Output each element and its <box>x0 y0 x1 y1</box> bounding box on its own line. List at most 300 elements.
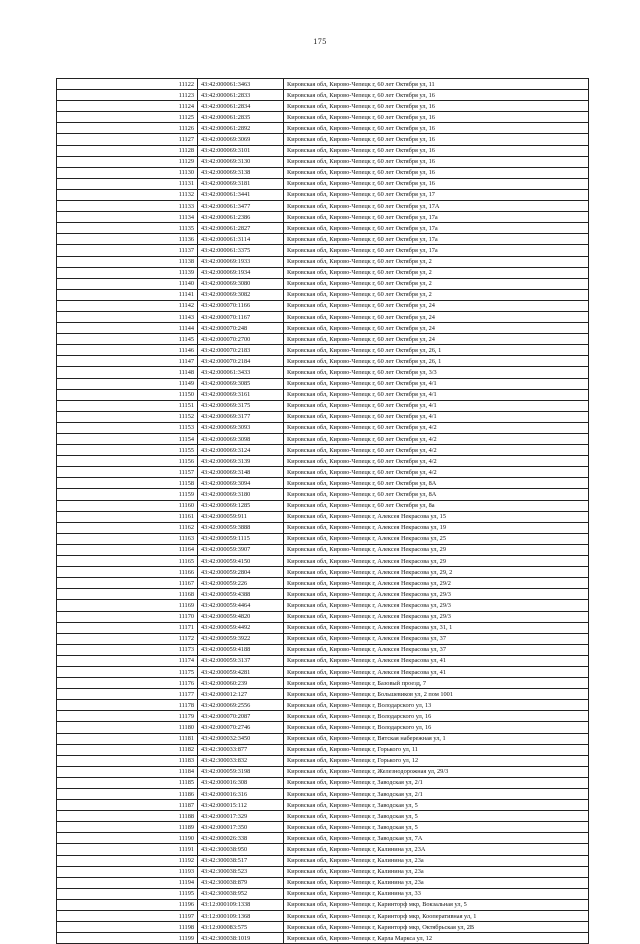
cadastral-number: 43:42:300038:879 <box>198 877 284 888</box>
cadastral-number: 43:42:000016:316 <box>198 789 284 800</box>
row-number: 11180 <box>57 722 198 733</box>
table-row <box>57 777 589 788</box>
address: Кировская обл, Кирово-Чепецк г, 60 лет Октября ул, 16 <box>284 156 589 167</box>
address: Кировская обл, Кирово-Чепецк г, Алексея Некрасова ул, 15 <box>284 511 589 522</box>
table-row <box>57 544 589 555</box>
cadastral-number: 43:42:000059:4388 <box>198 589 284 600</box>
row-number: 11174 <box>57 655 198 666</box>
cadastral-number: 43:42:300038:517 <box>198 855 284 866</box>
cadastral-number: 43:42:000069:3082 <box>198 289 284 300</box>
address: Кировская обл, Кирово-Чепецк г, 60 лет Октября ул, 2 <box>284 267 589 278</box>
row-number: 11156 <box>57 456 198 467</box>
table-row <box>57 611 589 622</box>
address: Кировская обл, Кирово-Чепецк г, 60 лет Октября ул, 16 <box>284 178 589 189</box>
cadastral-number: 43:42:000070:2184 <box>198 356 284 367</box>
cadastral-number: 43:12:000083:575 <box>198 922 284 933</box>
cadastral-number: 43:42:300038:950 <box>198 844 284 855</box>
row-number: 11136 <box>57 234 198 245</box>
address: Кировская обл, Кирово-Чепецк г, Карла Маркса ул, 12 <box>284 933 589 944</box>
table-row <box>57 334 589 345</box>
table-row <box>57 112 589 123</box>
cadastral-number: 43:42:000069:3101 <box>198 145 284 156</box>
address: Кировская обл, Кирово-Чепецк г, Алексея Некрасова ул, 41 <box>284 666 589 677</box>
row-number: 11147 <box>57 356 198 367</box>
cadastral-number: 43:42:000059:4820 <box>198 611 284 622</box>
row-number: 11150 <box>57 389 198 400</box>
address: Кировская обл, Кирово-Чепецк г, 60 лет Октября ул, 4/1 <box>284 389 589 400</box>
row-number: 11155 <box>57 445 198 456</box>
table-row <box>57 678 589 689</box>
row-number: 11175 <box>57 666 198 677</box>
address: Кировская обл, Кирово-Чепецк г, 60 лет Октября ул, 16 <box>284 90 589 101</box>
address: Кировская обл, Кирово-Чепецк г, 60 лет Октября ул, 8А <box>284 478 589 489</box>
row-number: 11161 <box>57 511 198 522</box>
table-row <box>57 500 589 511</box>
row-number: 11127 <box>57 134 198 145</box>
row-number: 11146 <box>57 345 198 356</box>
cadastral-number: 43:42:000017:350 <box>198 822 284 833</box>
address: Кировская обл, Кирово-Чепецк г, 60 лет Октября ул, 2 <box>284 256 589 267</box>
address: Кировская обл, Кирово-Чепецк г, Алексея Некрасова ул, 29, 2 <box>284 567 589 578</box>
table-row <box>57 245 589 256</box>
address: Кировская обл, Кирово-Чепецк г, Калинина ул, 23а <box>284 877 589 888</box>
address: Кировская обл, Кирово-Чепецк г, 60 лет Октября ул, 11 <box>284 79 589 90</box>
table-row <box>57 201 589 212</box>
cadastral-number: 43:42:000069:3161 <box>198 389 284 400</box>
address: Кировская обл, Кирово-Чепецк г, Большевиков ул, 2 пом 1001 <box>284 689 589 700</box>
row-number: 11143 <box>57 311 198 322</box>
cadastral-number: 43:42:000069:3124 <box>198 445 284 456</box>
cadastral-number: 43:42:300033:832 <box>198 755 284 766</box>
address: Кировская обл, Кирово-Чепецк г, 60 лет Октября ул, 16 <box>284 112 589 123</box>
table-row <box>57 800 589 811</box>
table-row <box>57 633 589 644</box>
table-row <box>57 556 589 567</box>
table-row <box>57 589 589 600</box>
cadastral-number: 43:42:000069:2556 <box>198 700 284 711</box>
address: Кировская обл, Кирово-Чепецк г, Горького ул, 11 <box>284 744 589 755</box>
row-number: 11170 <box>57 611 198 622</box>
cadastral-number: 43:42:000061:2834 <box>198 101 284 112</box>
table-row <box>57 933 589 944</box>
row-number: 11183 <box>57 755 198 766</box>
address: Кировская обл, Кирово-Чепецк г, Алексея Некрасова ул, 29/3 <box>284 589 589 600</box>
table-row <box>57 822 589 833</box>
address: Кировская обл, Кирово-Чепецк г, Алексея Некрасова ул, 19 <box>284 522 589 533</box>
address: Кировская обл, Кирово-Чепецк г, Заводская ул, 5 <box>284 800 589 811</box>
cadastral-number: 43:42:300033:877 <box>198 744 284 755</box>
table-row <box>57 766 589 777</box>
table-row <box>57 833 589 844</box>
row-number: 11187 <box>57 800 198 811</box>
address: Кировская обл, Кирово-Чепецк г, Горького ул, 12 <box>284 755 589 766</box>
cadastral-number: 43:42:000061:2827 <box>198 223 284 234</box>
address: Кировская обл, Кирово-Чепецк г, 60 лет Октября ул, 16 <box>284 134 589 145</box>
row-number: 11145 <box>57 334 198 345</box>
cadastral-number: 43:42:000059:4464 <box>198 600 284 611</box>
row-number: 11133 <box>57 201 198 212</box>
address: Кировская обл, Кирово-Чепецк г, 60 лет Октября ул, 17 <box>284 189 589 200</box>
table-row <box>57 600 589 611</box>
cadastral-number: 43:42:000059:4281 <box>198 666 284 677</box>
row-number: 11159 <box>57 489 198 500</box>
cadastral-number: 43:42:000061:2835 <box>198 112 284 123</box>
cadastral-number: 43:42:000061:2833 <box>198 90 284 101</box>
cadastral-number: 43:42:000059:3888 <box>198 522 284 533</box>
address: Кировская обл, Кирово-Чепецк г, Алексея Некрасова ул, 29/3 <box>284 600 589 611</box>
table-row <box>57 489 589 500</box>
cadastral-number: 43:42:000015:112 <box>198 800 284 811</box>
cadastral-number: 43:42:000032:3450 <box>198 733 284 744</box>
address: Кировская обл, Кирово-Чепецк г, Заводская ул, 7А <box>284 833 589 844</box>
table-row <box>57 522 589 533</box>
address: Кировская обл, Кирово-Чепецк г, 60 лет Октября ул, 24 <box>284 300 589 311</box>
cadastral-number: 43:42:000017:329 <box>198 811 284 822</box>
row-number: 11165 <box>57 556 198 567</box>
row-number: 11153 <box>57 422 198 433</box>
address: Кировская обл, Кирово-Чепецк г, Володарского ул, 13 <box>284 700 589 711</box>
table-row <box>57 755 589 766</box>
cadastral-number: 43:42:000061:2386 <box>198 212 284 223</box>
table-row <box>57 445 589 456</box>
table-row <box>57 356 589 367</box>
table-row <box>57 311 589 322</box>
row-number: 11122 <box>57 79 198 90</box>
row-number: 11172 <box>57 633 198 644</box>
cadastral-number: 43:42:000059:4188 <box>198 644 284 655</box>
cadastral-number: 43:42:000069:3098 <box>198 434 284 445</box>
row-number: 11184 <box>57 766 198 777</box>
cadastral-number: 43:42:000069:3180 <box>198 489 284 500</box>
row-number: 11190 <box>57 833 198 844</box>
cadastral-number: 43:42:000069:3093 <box>198 422 284 433</box>
table-row <box>57 844 589 855</box>
cadastral-number: 43:42:000061:3477 <box>198 201 284 212</box>
cadastral-number: 43:42:000070:1166 <box>198 300 284 311</box>
table-row <box>57 922 589 933</box>
row-number: 11129 <box>57 156 198 167</box>
table-row <box>57 289 589 300</box>
table-row <box>57 278 589 289</box>
address: Кировская обл, Кирово-Чепецк г, 60 лет Октября ул, 16 <box>284 167 589 178</box>
table-row <box>57 178 589 189</box>
table-row <box>57 644 589 655</box>
table-row <box>57 722 589 733</box>
row-number: 11149 <box>57 378 198 389</box>
cadastral-number: 43:42:000059:4150 <box>198 556 284 567</box>
row-number: 11182 <box>57 744 198 755</box>
cadastral-number: 43:42:000061:3441 <box>198 189 284 200</box>
row-number: 11135 <box>57 223 198 234</box>
row-number: 11176 <box>57 678 198 689</box>
table-row <box>57 212 589 223</box>
table-row <box>57 378 589 389</box>
table-row <box>57 156 589 167</box>
row-number: 11154 <box>57 434 198 445</box>
cadastral-number: 43:42:000069:1934 <box>198 267 284 278</box>
table-row <box>57 622 589 633</box>
table-row <box>57 888 589 899</box>
address: Кировская обл, Кирово-Чепецк г, Калинина ул, 23А <box>284 844 589 855</box>
address: Кировская обл, Кирово-Чепецк г, Заводская ул, 2/1 <box>284 777 589 788</box>
row-number: 11158 <box>57 478 198 489</box>
row-number: 11191 <box>57 844 198 855</box>
row-number: 11148 <box>57 367 198 378</box>
address: Кировская обл, Кирово-Чепецк г, 60 лет Октября ул, 4/2 <box>284 467 589 478</box>
registry-table <box>56 78 589 944</box>
cadastral-number: 43:42:000070:2183 <box>198 345 284 356</box>
address: Кировская обл, Кирово-Чепецк г, 60 лет Октября ул, 2 <box>284 289 589 300</box>
address: Кировская обл, Кирово-Чепецк г, 60 лет Октября ул, 4/2 <box>284 456 589 467</box>
row-number: 11164 <box>57 544 198 555</box>
address: Кировская обл, Кирово-Чепецк г, Каринторф мкр, Октябрьская ул, 2В <box>284 922 589 933</box>
cadastral-number: 43:42:000061:3433 <box>198 367 284 378</box>
row-number: 11139 <box>57 267 198 278</box>
cadastral-number: 43:42:000059:3922 <box>198 633 284 644</box>
address: Кировская обл, Кирово-Чепецк г, 60 лет Октября ул, 4/2 <box>284 434 589 445</box>
address: Кировская обл, Кирово-Чепецк г, 60 лет Октября ул, 17а <box>284 234 589 245</box>
cadastral-number: 43:12:000109:1368 <box>198 911 284 922</box>
address: Кировская обл, Кирово-Чепецк г, Алексея Некрасова ул, 41 <box>284 655 589 666</box>
row-number: 11192 <box>57 855 198 866</box>
address: Кировская обл, Кирово-Чепецк г, 60 лет Октября ул, 26, 1 <box>284 345 589 356</box>
row-number: 11123 <box>57 90 198 101</box>
row-number: 11186 <box>57 789 198 800</box>
row-number: 11198 <box>57 922 198 933</box>
table-row <box>57 101 589 112</box>
table-row <box>57 411 589 422</box>
address: Кировская обл, Кирово-Чепецк г, Заводская ул, 5 <box>284 822 589 833</box>
table-row <box>57 689 589 700</box>
row-number: 11134 <box>57 212 198 223</box>
address: Кировская обл, Кирово-Чепецк г, 60 лет Октября ул, 16 <box>284 145 589 156</box>
table-row <box>57 733 589 744</box>
cadastral-number: 43:42:000069:3094 <box>198 478 284 489</box>
table-row <box>57 700 589 711</box>
table-row <box>57 744 589 755</box>
table-row <box>57 79 589 90</box>
row-number: 11166 <box>57 567 198 578</box>
row-number: 11171 <box>57 622 198 633</box>
cadastral-number: 43:42:000026:338 <box>198 833 284 844</box>
address: Кировская обл, Кирово-Чепецк г, 60 лет Октября ул, 4/1 <box>284 400 589 411</box>
cadastral-number: 43:42:000069:3069 <box>198 134 284 145</box>
row-number: 11163 <box>57 533 198 544</box>
table-row <box>57 323 589 334</box>
table-row <box>57 866 589 877</box>
address: Кировская обл, Кирово-Чепецк г, 60 лет Октября ул, 3/3 <box>284 367 589 378</box>
table-row <box>57 367 589 378</box>
row-number: 11131 <box>57 178 198 189</box>
row-number: 11195 <box>57 888 198 899</box>
cadastral-number: 43:42:000061:3375 <box>198 245 284 256</box>
address: Кировская обл, Кирово-Чепецк г, 60 лет Октября ул, 24 <box>284 311 589 322</box>
table-row <box>57 655 589 666</box>
table-row <box>57 789 589 800</box>
row-number: 11181 <box>57 733 198 744</box>
table-row <box>57 189 589 200</box>
address: Кировская обл, Кирово-Чепецк г, Алексея Некрасова ул, 37 <box>284 633 589 644</box>
cadastral-number: 43:42:000059:911 <box>198 511 284 522</box>
table-row <box>57 511 589 522</box>
address: Кировская обл, Кирово-Чепецк г, Базовый проезд, 7 <box>284 678 589 689</box>
address: Кировская обл, Кирово-Чепецк г, Алексея Некрасова ул, 31, 1 <box>284 622 589 633</box>
cadastral-number: 43:42:000070:248 <box>198 323 284 334</box>
row-number: 11179 <box>57 711 198 722</box>
cadastral-number: 43:42:000069:3080 <box>198 278 284 289</box>
cadastral-number: 43:42:000070:2087 <box>198 711 284 722</box>
table-row <box>57 666 589 677</box>
table-row <box>57 911 589 922</box>
address: Кировская обл, Кирово-Чепецк г, Володарского ул, 16 <box>284 711 589 722</box>
cadastral-number: 43:42:000016:308 <box>198 777 284 788</box>
address: Кировская обл, Кирово-Чепецк г, Алексея Некрасова ул, 29/2 <box>284 578 589 589</box>
cadastral-number: 43:42:000069:3175 <box>198 400 284 411</box>
table-row <box>57 389 589 400</box>
address: Кировская обл, Кирово-Чепецк г, 60 лет Октября ул, 2 <box>284 278 589 289</box>
cadastral-number: 43:42:000069:1285 <box>198 500 284 511</box>
cadastral-number: 43:42:000069:3085 <box>198 378 284 389</box>
address: Кировская обл, Кирово-Чепецк г, Заводская ул, 5 <box>284 811 589 822</box>
row-number: 11138 <box>57 256 198 267</box>
table-row <box>57 90 589 101</box>
address: Кировская обл, Кирово-Чепецк г, 60 лет Октября ул, 17а <box>284 245 589 256</box>
row-number: 11193 <box>57 866 198 877</box>
address: Кировская обл, Кирово-Чепецк г, 60 лет Октября ул, 17а <box>284 212 589 223</box>
cadastral-number: 43:42:000059:226 <box>198 578 284 589</box>
row-number: 11197 <box>57 911 198 922</box>
address: Кировская обл, Кирово-Чепецк г, Каринторф мкр, Кооперативная ул, 1 <box>284 911 589 922</box>
table-row <box>57 134 589 145</box>
cadastral-number: 43:42:000059:1115 <box>198 533 284 544</box>
table-row <box>57 234 589 245</box>
page-number: 175 <box>313 37 327 46</box>
row-number: 11188 <box>57 811 198 822</box>
row-number: 11140 <box>57 278 198 289</box>
address: Кировская обл, Кирово-Чепецк г, 60 лет Октября ул, 16 <box>284 101 589 112</box>
row-number: 11185 <box>57 777 198 788</box>
cadastral-number: 43:42:000059:3907 <box>198 544 284 555</box>
address: Кировская обл, Кирово-Чепецк г, 60 лет Октября ул, 24 <box>284 323 589 334</box>
table-row <box>57 567 589 578</box>
address: Кировская обл, Кирово-Чепецк г, Калинина ул, 23а <box>284 866 589 877</box>
row-number: 11151 <box>57 400 198 411</box>
address: Кировская обл, Кирово-Чепецк г, Заводская ул, 2/1 <box>284 789 589 800</box>
address: Кировская обл, Кирово-Чепецк г, 60 лет Октября ул, 4/1 <box>284 378 589 389</box>
address: Кировская обл, Кирово-Чепецк г, Алексея Некрасова ул, 29 <box>284 556 589 567</box>
table-row <box>57 267 589 278</box>
address: Кировская обл, Кирово-Чепецк г, 60 лет Октября ул, 4/2 <box>284 445 589 456</box>
table-row <box>57 456 589 467</box>
address: Кировская обл, Кирово-Чепецк г, Вятская набережная ул, 1 <box>284 733 589 744</box>
row-number: 11144 <box>57 323 198 334</box>
row-number: 11167 <box>57 578 198 589</box>
row-number: 11173 <box>57 644 198 655</box>
cadastral-number: 43:42:300038:952 <box>198 888 284 899</box>
cadastral-number: 43:42:000069:1933 <box>198 256 284 267</box>
table-row <box>57 123 589 134</box>
table-row <box>57 145 589 156</box>
address: Кировская обл, Кирово-Чепецк г, 60 лет Октября ул, 16 <box>284 123 589 134</box>
row-number: 11168 <box>57 589 198 600</box>
cadastral-number: 43:42:000060:239 <box>198 678 284 689</box>
address: Кировская обл, Кирово-Чепецк г, Калинина ул, 23а <box>284 855 589 866</box>
row-number: 11130 <box>57 167 198 178</box>
address: Кировская обл, Кирово-Чепецк г, Алексея Некрасова ул, 29 <box>284 544 589 555</box>
row-number: 11137 <box>57 245 198 256</box>
cadastral-number: 43:42:000069:3177 <box>198 411 284 422</box>
table-row <box>57 711 589 722</box>
cadastral-number: 43:42:300038:1019 <box>198 933 284 944</box>
table-row <box>57 533 589 544</box>
cadastral-number: 43:42:000061:3463 <box>198 79 284 90</box>
table-row <box>57 877 589 888</box>
row-number: 11124 <box>57 101 198 112</box>
row-number: 11162 <box>57 522 198 533</box>
address: Кировская обл, Кирово-Чепецк г, Каринторф мкр, Вокзальная ул, 5 <box>284 899 589 910</box>
row-number: 11177 <box>57 689 198 700</box>
table-row <box>57 422 589 433</box>
table-row <box>57 256 589 267</box>
address: Кировская обл, Кирово-Чепецк г, 60 лет Октября ул, 4/1 <box>284 411 589 422</box>
address: Кировская обл, Кирово-Чепецк г, 60 лет Октября ул, 17а <box>284 223 589 234</box>
cadastral-number: 43:42:000069:3130 <box>198 156 284 167</box>
cadastral-number: 43:42:000059:3137 <box>198 655 284 666</box>
cadastral-number: 43:42:000070:2700 <box>198 334 284 345</box>
address: Кировская обл, Кирово-Чепецк г, 60 лет Октября ул, 26, 1 <box>284 356 589 367</box>
table-row <box>57 300 589 311</box>
cadastral-number: 43:42:000070:1167 <box>198 311 284 322</box>
cadastral-number: 43:42:000070:2746 <box>198 722 284 733</box>
row-number: 11128 <box>57 145 198 156</box>
table-row <box>57 578 589 589</box>
table-row <box>57 167 589 178</box>
row-number: 11152 <box>57 411 198 422</box>
table-row <box>57 855 589 866</box>
address: Кировская обл, Кирово-Чепецк г, 60 лет Октября ул, 4/2 <box>284 422 589 433</box>
address: Кировская обл, Кирово-Чепецк г, Володарского ул, 16 <box>284 722 589 733</box>
row-number: 11126 <box>57 123 198 134</box>
row-number: 11160 <box>57 500 198 511</box>
address: Кировская обл, Кирово-Чепецк г, 60 лет Октября ул, 24 <box>284 334 589 345</box>
table-row <box>57 478 589 489</box>
row-number: 11169 <box>57 600 198 611</box>
row-number: 11189 <box>57 822 198 833</box>
row-number: 11142 <box>57 300 198 311</box>
address: Кировская обл, Кирово-Чепецк г, Калинина ул, 33 <box>284 888 589 899</box>
cadastral-number: 43:42:000061:3114 <box>198 234 284 245</box>
table-row <box>57 467 589 478</box>
cadastral-number: 43:42:000069:3138 <box>198 167 284 178</box>
row-number: 11157 <box>57 467 198 478</box>
row-number: 11178 <box>57 700 198 711</box>
row-number: 11132 <box>57 189 198 200</box>
table-row <box>57 434 589 445</box>
address: Кировская обл, Кирово-Чепецк г, Алексея Некрасова ул, 29/3 <box>284 611 589 622</box>
cadastral-number: 43:42:300038:523 <box>198 866 284 877</box>
table-row <box>57 223 589 234</box>
cadastral-number: 43:42:000059:3198 <box>198 766 284 777</box>
row-number: 11196 <box>57 899 198 910</box>
cadastral-number: 43:42:000069:3181 <box>198 178 284 189</box>
address: Кировская обл, Кирово-Чепецк г, Алексея Некрасова ул, 37 <box>284 644 589 655</box>
table-row <box>57 400 589 411</box>
cadastral-number: 43:42:000059:4492 <box>198 622 284 633</box>
cadastral-number: 43:42:000059:2804 <box>198 567 284 578</box>
cadastral-number: 43:42:000012:127 <box>198 689 284 700</box>
row-number: 11194 <box>57 877 198 888</box>
cadastral-number: 43:12:000109:1338 <box>198 899 284 910</box>
